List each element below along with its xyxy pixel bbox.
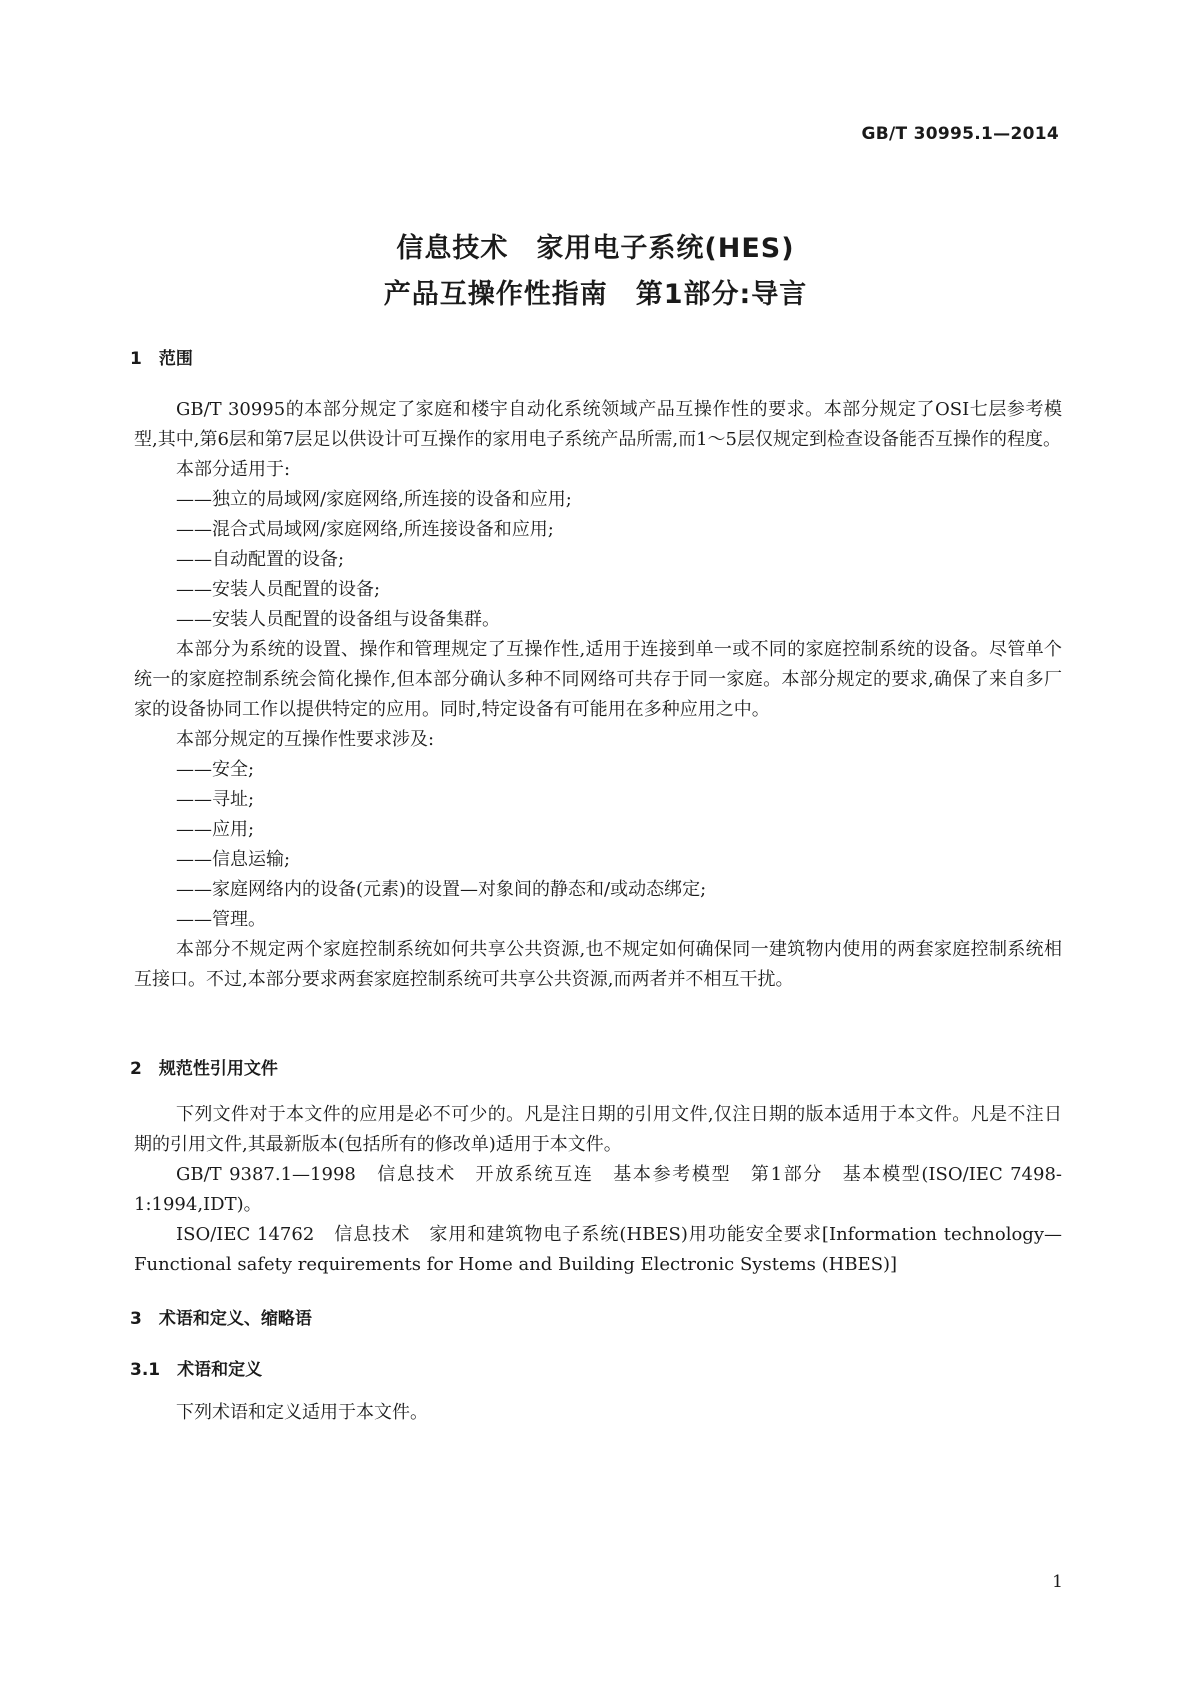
list-item: ——信息运输; bbox=[176, 849, 291, 870]
section-1-body bbox=[134, 395, 1062, 995]
section-1-paragraph-requirements: 本部分规定的互操作性要求涉及: bbox=[176, 729, 435, 750]
list-item: ——寻址; bbox=[176, 789, 255, 810]
document-id-header: GB/T 30995.1—2014 bbox=[861, 124, 1059, 144]
list-item: ——安装人员配置的设备组与设备集群。 bbox=[176, 609, 500, 630]
list-item: ——独立的局域网/家庭网络,所连接的设备和应用; bbox=[176, 489, 572, 510]
section-1-paragraph-applicability: 本部分适用于: bbox=[176, 459, 291, 480]
section-3-1-body bbox=[134, 1398, 1062, 1428]
section-2-body bbox=[134, 1100, 1062, 1280]
section-2-heading: 2 规范性引用文件 bbox=[130, 1059, 278, 1079]
title-line-2: 产品互操作性指南 第1部分:导言 bbox=[383, 279, 808, 310]
list-item: ——安全; bbox=[176, 759, 255, 780]
section-3-heading: 3 术语和定义、缩略语 bbox=[130, 1309, 312, 1329]
section-3-1-paragraph: 下列术语和定义适用于本文件。 bbox=[176, 1402, 428, 1423]
list-item: ——自动配置的设备; bbox=[176, 549, 345, 570]
title-line-1: 信息技术 家用电子系统(HES) bbox=[396, 233, 795, 264]
page-number: 1 bbox=[1052, 1572, 1063, 1592]
section-1-paragraph-scope: GB/T 30995的本部分规定了家庭和楼宇自动化系统领域产品互操作性的要求。本部分规定了OSI七层参考模型,其中,第6层和第7层足以供设计可互操作的家用电子系统产品所需,而1～5层仅规定到检查设备能否互操作的程度。 bbox=[134, 399, 1062, 450]
list-item: ——管理。 bbox=[176, 909, 266, 930]
list-item: ——混合式局域网/家庭网络,所连接设备和应用; bbox=[176, 519, 554, 540]
section-1-paragraph-interoperability: 本部分为系统的设置、操作和管理规定了互操作性,适用于连接到单一或不同的家庭控制系统的设备。尽管单个统一的家庭控制系统会简化操作,但本部分确认多种不同网络可共存于同一家庭。本部分规定的要求,确保了来自多厂家的设备协同工作以提供特定的应用。同时,特定设备有可能用在多种应用之中。 bbox=[134, 639, 1062, 720]
document-title bbox=[0, 226, 1191, 318]
section-3-1-heading: 3.1 术语和定义 bbox=[130, 1360, 263, 1380]
section-1-paragraph-exclusions: 本部分不规定两个家庭控制系统如何共享公共资源,也不规定如何确保同一建筑物内使用的两套家庭控制系统相互接口。不过,本部分要求两套家庭控制系统可共享公共资源,而两者并不相互干扰。 bbox=[134, 939, 1062, 990]
list-item: ——安装人员配置的设备; bbox=[176, 579, 381, 600]
normative-reference-1: GB/T 9387.1—1998 信息技术 开放系统互连 基本参考模型 第1部分 基本模型(ISO/IEC 7498-1:1994,IDT)。 bbox=[134, 1164, 1062, 1215]
section-1-heading: 1 范围 bbox=[130, 349, 193, 369]
list-item: ——应用; bbox=[176, 819, 255, 840]
section-2-paragraph-intro: 下列文件对于本文件的应用是必不可少的。凡是注日期的引用文件,仅注日期的版本适用于本文件。凡是不注日期的引用文件,其最新版本(包括所有的修改单)适用于本文件。 bbox=[134, 1104, 1062, 1155]
normative-reference-2: ISO/IEC 14762 信息技术 家用和建筑物电子系统(HBES)用功能安全要求[Information technology—Functional safety requirements for Home and Building Electronic Systems (HBES)] bbox=[134, 1224, 1062, 1275]
list-item: ——家庭网络内的设备(元素)的设置—对象间的静态和/或动态绑定; bbox=[176, 879, 707, 900]
